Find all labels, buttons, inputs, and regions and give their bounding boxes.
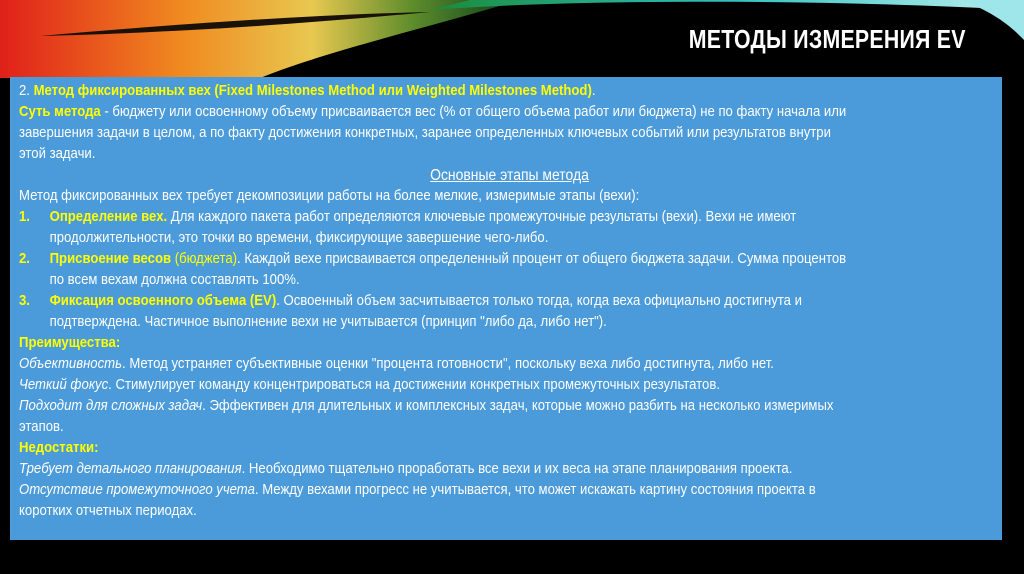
- text-line: [19, 270, 1000, 291]
- text-segment: Метод фиксированных вех требует декомпозиции работы на более мелкие, измеримые этапы (вехи):: [19, 188, 640, 204]
- text-line: [19, 354, 1000, 375]
- text-line: [19, 333, 1000, 354]
- highlighted-term: Преимущества:: [19, 335, 121, 351]
- text-line: [19, 438, 1000, 459]
- text-line: [19, 102, 1000, 123]
- highlighted-term: Присвоение весов: [49, 251, 172, 267]
- text-line: [19, 459, 1000, 480]
- text-line: [19, 228, 1000, 249]
- list-number: 1.: [19, 209, 30, 225]
- text-segment: . Каждой вехе присваивается определенный процент от общего бюджета задачи. Сумма процентов: [237, 251, 847, 267]
- text-segment: Основные этапы метода: [430, 167, 589, 184]
- italic-term: Подходит для сложных задач: [19, 398, 203, 414]
- text-segment: подтверждена. Частичное выполнение вехи не учитывается (принцип "либо да, либо нет").: [49, 314, 607, 330]
- list-number: 2.: [19, 251, 30, 267]
- text-segment: . Между вехами прогресс не учитывается, что может искажать картину состояния проекта в: [254, 482, 816, 498]
- italic-term: Отсутствие промежуточного учета: [19, 482, 255, 498]
- text-line: [19, 291, 1000, 312]
- list-number: 3.: [19, 293, 30, 309]
- text-segment: этой задачи.: [19, 146, 96, 162]
- highlighted-term: Метод фиксированных вех (Fixed Milestones Method или Weighted Milestones Method): [33, 83, 592, 99]
- text-line: [19, 186, 1000, 207]
- text-line: [19, 396, 1000, 417]
- text-segment: - бюджету или освоенному объему присваивается вес (% от общего объема работ или бюджета) не по факту начала или: [100, 104, 847, 120]
- content-box: [10, 77, 1002, 540]
- highlighted-term: Фиксация освоенного объема (EV): [49, 293, 277, 309]
- slide-title: МЕТОДЫ ИЗМЕРЕНИЯ EV: [689, 24, 966, 54]
- text-line: [19, 207, 1000, 228]
- section-heading: [19, 165, 1000, 186]
- italic-term: Объективность: [19, 356, 123, 372]
- text-segment: Для каждого пакета работ определяются ключевые промежуточные результаты (вехи). Вехи не имеют: [167, 209, 797, 225]
- text-segment: . Освоенный объем засчитывается только тогда, когда веха официально достигнута и: [276, 293, 802, 309]
- text-segment: 2.: [19, 83, 34, 99]
- text-line: [19, 501, 1000, 522]
- highlighted-term: Суть метода: [19, 104, 101, 120]
- highlighted-term: Недостатки:: [19, 440, 99, 456]
- text-segment: . Стимулирует команду концентрироваться на достижении конкретных промежуточных результатов.: [108, 377, 720, 393]
- text-segment: этапов.: [19, 419, 64, 435]
- text-segment: завершения задачи в целом, а по факту достижения конкретных, заранее определенных ключевых событий или результатов внутри: [19, 125, 831, 141]
- text-line: [19, 123, 1000, 144]
- text-segment: по всем вехам должна составлять 100%.: [49, 272, 300, 288]
- text-segment: . Необходимо тщательно проработать все вехи и их веса на этапе планирования проекта.: [241, 461, 793, 477]
- text-segment: коротких отчетных периодах.: [19, 503, 197, 519]
- italic-term: Требует детального планирования: [19, 461, 242, 477]
- text-line: [19, 417, 1000, 438]
- highlighted-term: Определение вех.: [49, 209, 168, 225]
- text-line: [19, 81, 1000, 102]
- text-line: [19, 144, 1000, 165]
- content-text: [19, 81, 1000, 522]
- text-line: [19, 249, 1000, 270]
- text-segment: (бюджета): [171, 251, 238, 267]
- text-segment: продолжительности, это точки во времени, фиксирующие завершение чего-либо.: [49, 230, 549, 246]
- text-segment: . Метод устраняет субъективные оценки "процента готовности", поскольку веха либо достигнута, либо нет.: [122, 356, 774, 372]
- text-line: [19, 480, 1000, 501]
- italic-term: Четкий фокус: [19, 377, 109, 393]
- text-line: [19, 312, 1000, 333]
- text-line: [19, 375, 1000, 396]
- text-segment: .: [591, 83, 596, 99]
- text-segment: . Эффективен для длительных и комплексных задач, которые можно разбить на несколько измеримых: [202, 398, 834, 414]
